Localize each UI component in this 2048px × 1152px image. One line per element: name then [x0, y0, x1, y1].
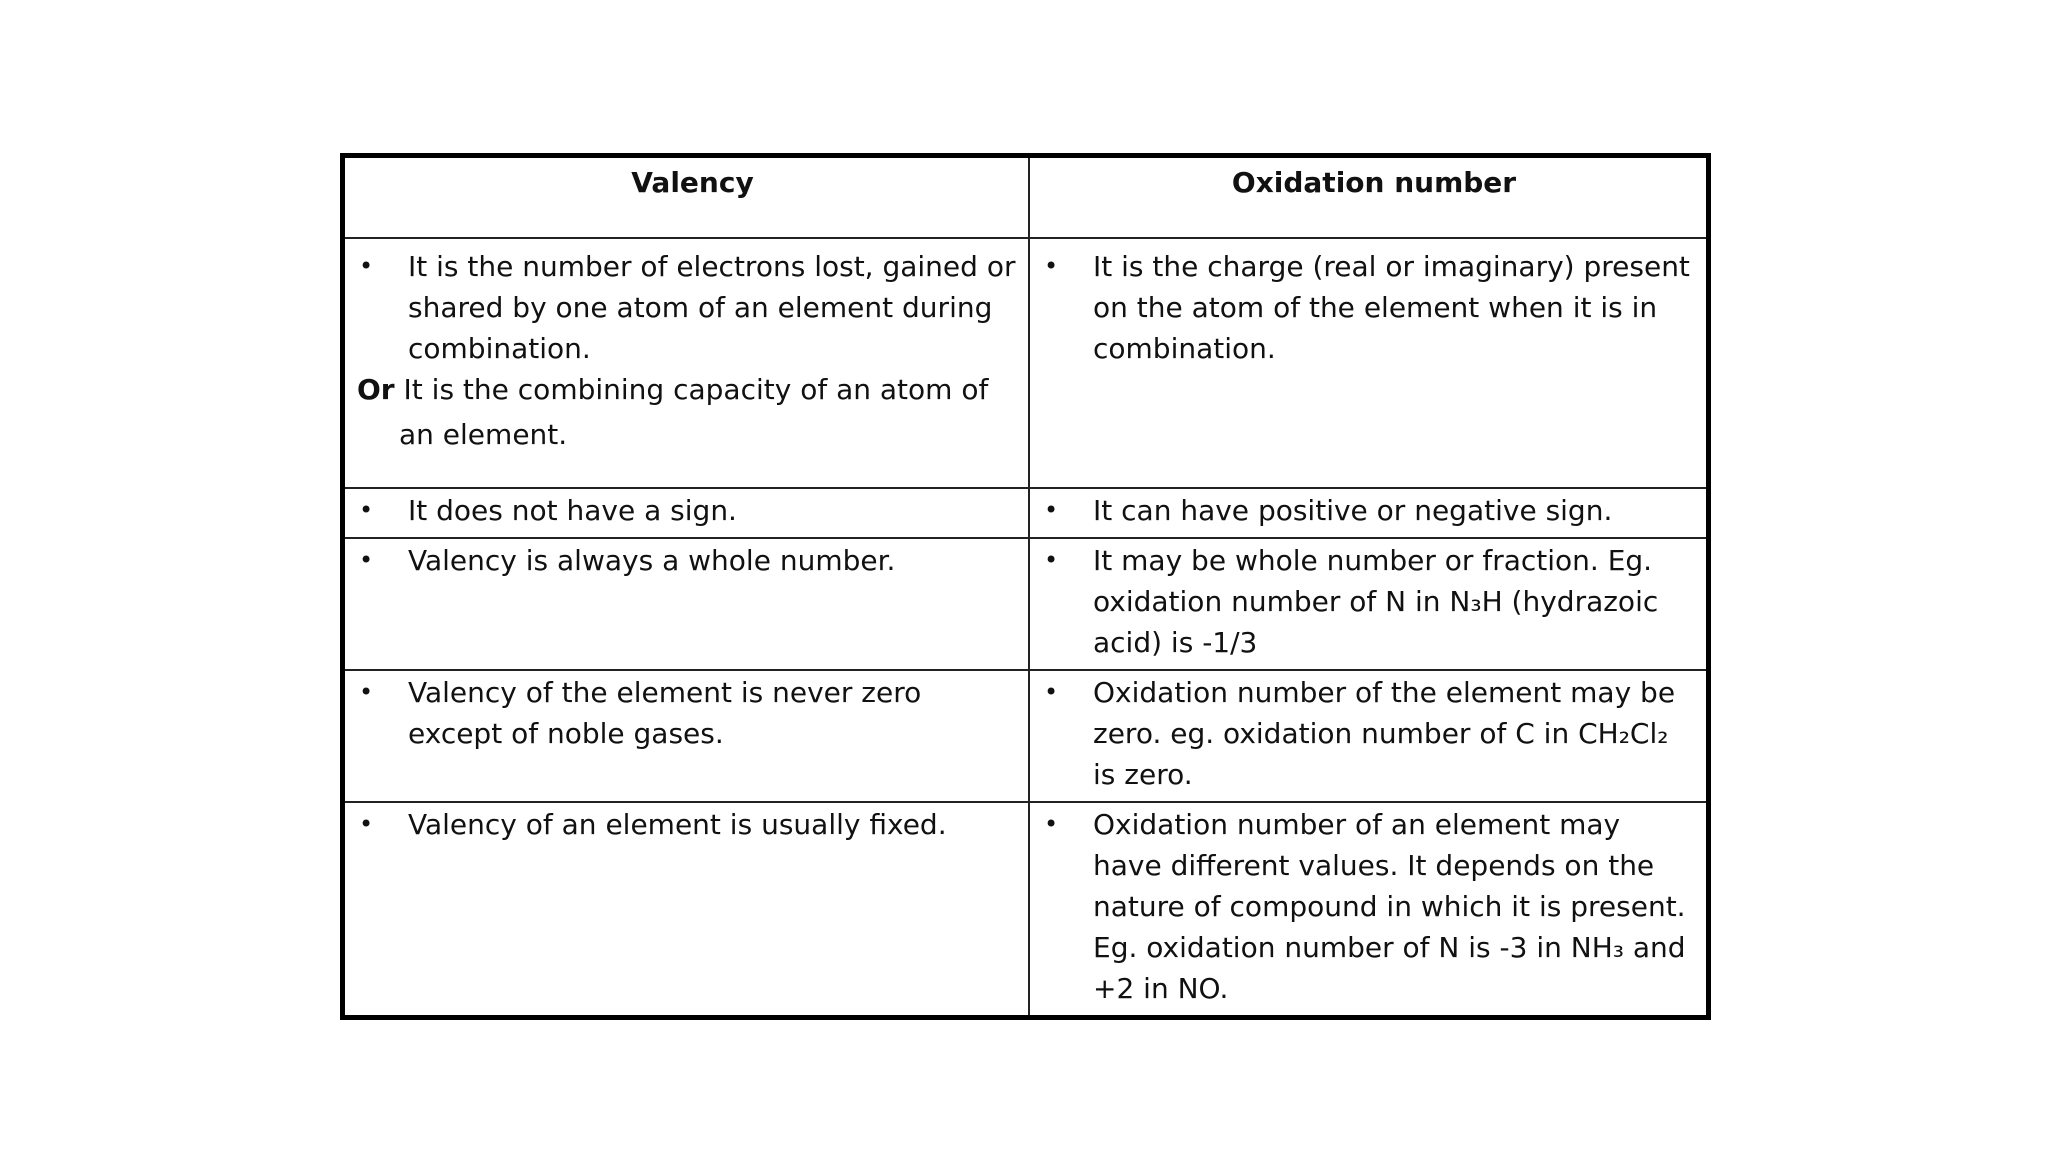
valency-alt-text-continued: an element. [399, 417, 568, 451]
header-oxidation-number: Oxidation number [1029, 156, 1709, 238]
comparison-table [340, 153, 1711, 1020]
valency-cell [343, 802, 1030, 1018]
oxidation-text: It may be whole number or fraction. Eg. oxidation number of N in N₃H (hydrazoic acid) is -1/3 [1093, 543, 1659, 659]
header-row [343, 156, 1709, 238]
table-row [343, 238, 1709, 488]
oxidation-cell [1029, 488, 1709, 538]
valency-text: Valency of the element is never zero except of noble gases. [408, 675, 922, 750]
valency-text: It does not have a sign. [408, 493, 737, 527]
bullet-icon: • [359, 677, 374, 706]
bullet-icon: • [359, 809, 374, 838]
bullet-icon: • [1044, 809, 1059, 838]
valency-text: It is the number of electrons lost, gained or shared by one atom of an element during combination. [408, 249, 1016, 365]
bullet-icon: • [359, 495, 374, 524]
oxidation-text: It can have positive or negative sign. [1093, 493, 1613, 527]
bullet-icon: • [359, 251, 374, 280]
header-valency: Valency [343, 156, 1030, 238]
valency-text: Valency is always a whole number. [408, 543, 896, 577]
valency-text: Valency of an element is usually fixed. [408, 807, 947, 841]
bullet-icon: • [1044, 545, 1059, 574]
or-label: Or [357, 372, 395, 406]
table-row [343, 670, 1709, 802]
oxidation-cell [1029, 670, 1709, 802]
bullet-icon: • [1044, 677, 1059, 706]
oxidation-cell [1029, 538, 1709, 670]
table-row [343, 488, 1709, 538]
valency-cell [343, 488, 1030, 538]
table-row [343, 802, 1709, 1018]
valency-cell [343, 238, 1030, 488]
valency-cell [343, 538, 1030, 670]
table-row [343, 538, 1709, 670]
oxidation-text: It is the charge (real or imaginary) present on the atom of the element when it is in combination. [1093, 249, 1690, 365]
oxidation-cell [1029, 802, 1709, 1018]
oxidation-text: Oxidation number of an element may have different values. It depends on the nature of compound in which it is present. Eg. oxidation number of N is -3 in NH₃ and +2 in NO. [1093, 807, 1686, 1005]
valency-cell [343, 670, 1030, 802]
oxidation-text: Oxidation number of the element may be zero. eg. oxidation number of C in CH₂Cl₂ is zero. [1093, 675, 1676, 791]
bullet-icon: • [1044, 251, 1059, 280]
valency-alt-text: It is the combining capacity of an atom of [403, 372, 989, 406]
bullet-icon: • [1044, 495, 1059, 524]
bullet-icon: • [359, 545, 374, 574]
oxidation-cell [1029, 238, 1709, 488]
